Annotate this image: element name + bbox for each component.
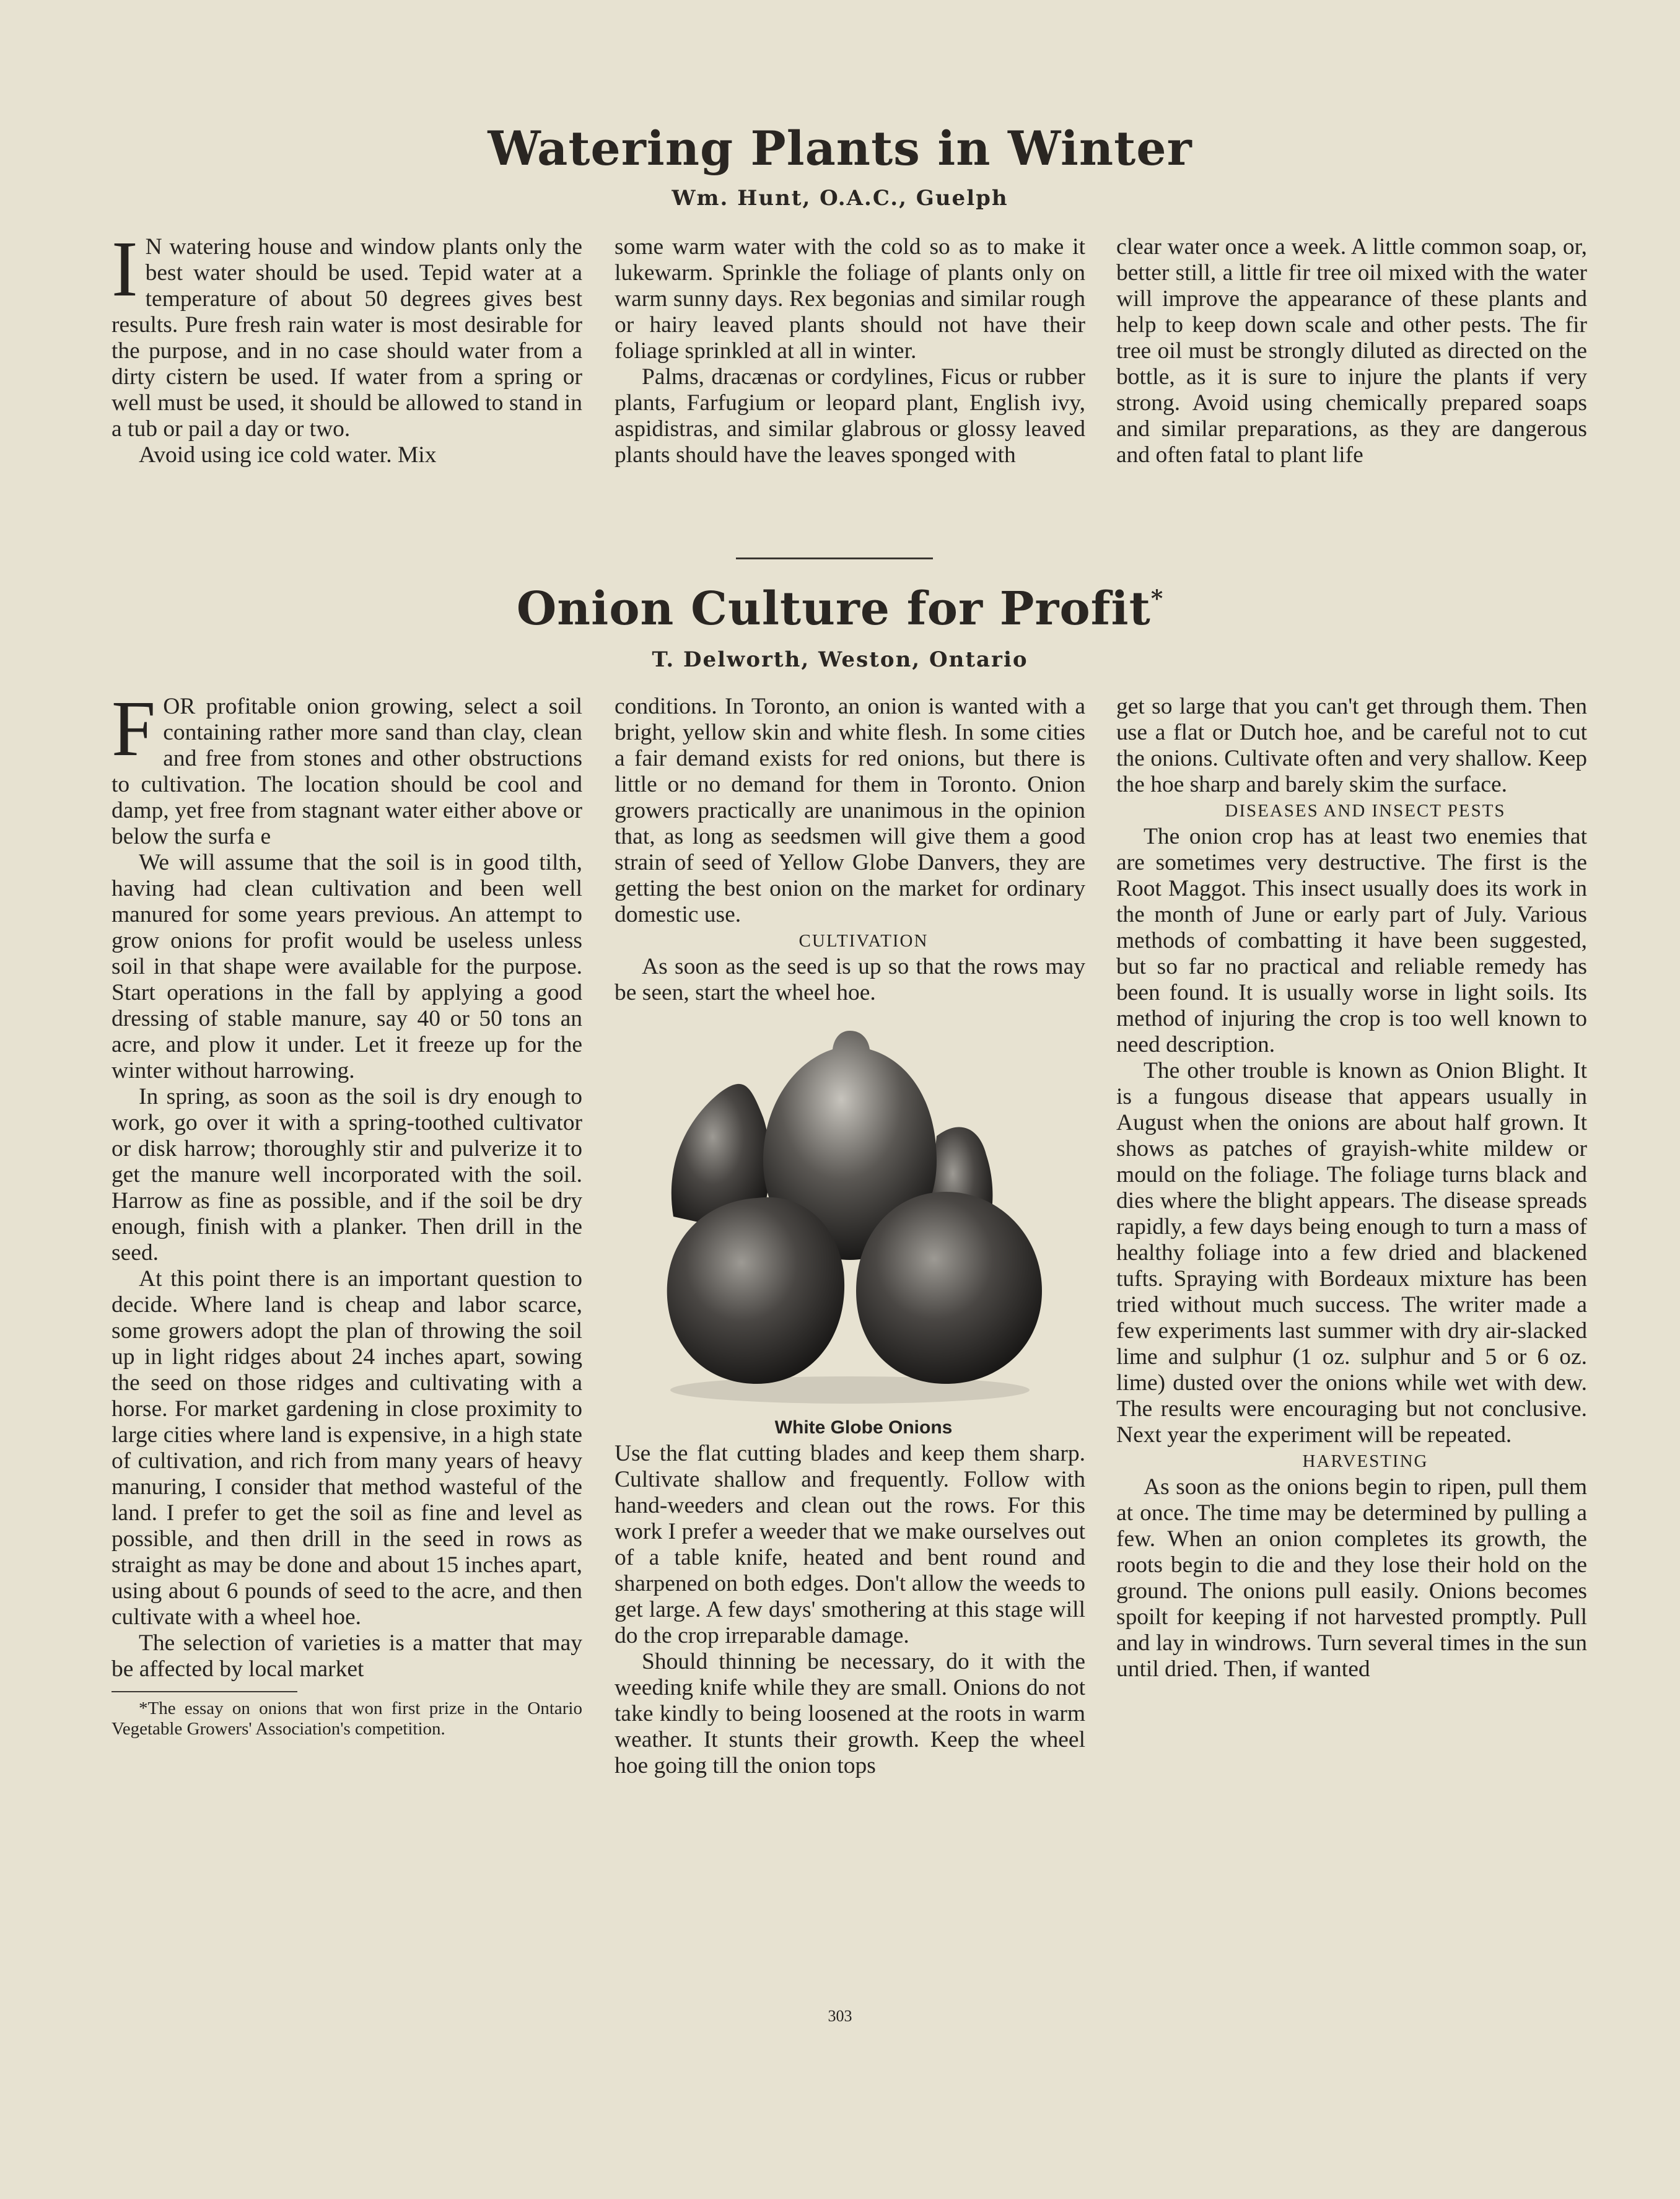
figure-caption: White Globe Onions	[774, 1417, 953, 1438]
onion-photo-image	[615, 1012, 1085, 1415]
watering-column-3	[1116, 234, 1587, 468]
watering-column-2	[615, 234, 1085, 468]
paragraph: I N watering house and window plants only the best water should be used. Tepid water at a temperature of about 50 degrees gives best results. Pure fresh rain water is most desirable for the purpose, and in no case should water from a dirty cistern be used. If water from a spring or well must be used, it should be allowed to stand in a tub or pail a day or two.	[112, 225, 582, 442]
paragraph: some warm water with the cold so as to make it lukewarm. Sprinkle the foliage of plants only on warm sunny days. Rex begonias and similar rough or hairy leaved plants should not have their foliage sprinkled at all in winter.	[615, 234, 1085, 364]
footnote: *The essay on onions that won first prize in the Ontario Vegetable Growers' Association's competition.	[112, 1698, 582, 1739]
section-heading-harvesting: HARVESTING	[1302, 1451, 1428, 1471]
section-heading-cultivation: CULTIVATION	[798, 931, 929, 951]
article-title-watering: Watering Plants in Winter	[488, 121, 1192, 176]
onion-column-1	[112, 684, 582, 1739]
paragraph: The onion crop has at least two enemies that are sometimes very destructive. The first is the Root Maggot. This insect usually does its work in the month of June or early part of July. Various methods of combatting it have been suggested, but so far no practical and reliable remedy has been found. It is usually worse in light soils. Its method of injuring the crop is too well known to need description.	[1116, 824, 1587, 1057]
paragraph: clear water once a week. A little common soap, or, better still, a little fir tree oil mixed with the water will improve the appearance of these plants and help to keep down scale and other pests. The fir tree oil must be strongly diluted as directed on the bottle, as it is sure to injure the plants if very strong. Avoid using chemically prepared soaps and similar preparations, as they are dangerous and often fatal to plant life	[1116, 234, 1587, 468]
article-byline-onion: T. Delworth, Weston, Ontario	[652, 647, 1028, 672]
onion-front-left	[667, 1197, 844, 1384]
watering-column-1	[112, 225, 582, 468]
article-byline-watering: Wm. Hunt, O.A.C., Guelph	[672, 186, 1008, 211]
paragraph: As soon as the seed is up so that the rows may be seen, start the wheel hoe.	[615, 954, 1085, 1005]
paragraph: Should thinning be necessary, do it with the weeding knife while they are small. Onions do not take kindly to being loosened at the roots in warm weather. It stunts their growth. Keep the wheel hoe going till the onion tops	[615, 1649, 1085, 1778]
paragraph: Palms, dracænas or cordylines, Ficus or rubber plants, Farfugium or leopard plant, English ivy, aspidistras, and similar glabrous or glossy leaved plants should have the leaves sponged with	[615, 364, 1085, 468]
paragraph: The other trouble is known as Onion Blight. It is a fungous disease that appears usually in August when the onions are about half grown. It shows as patches of grayish-white mildew or mould on the foliage. The foliage turns black and dies where the blight appears. The disease spreads rapidly, a few days being enough to turn a mass of healthy foliage into a few dried and blackened tufts. Spraying with Bordeaux mixture has been tried without much success. The writer made a few experiments last summer with dry air-slacked lime and sulphur (1 oz. sulphur and 5 or 6 oz. lime) dusted over the onions while wet with dew. The results were encouraging but not conclusive. Next year the experiment will be repeated.	[1116, 1058, 1587, 1448]
section-heading-diseases: DISEASES AND INSECT PESTS	[1225, 801, 1506, 821]
drop-cap: I	[112, 225, 138, 313]
onion-column-3	[1116, 694, 1587, 1682]
paragraph: get so large that you can't get through them. Then use a flat or Dutch hoe, and be careful not to cut the onions. Cultivate often and very shallow. Keep the hoe sharp and barely skim the surface.	[1116, 694, 1587, 797]
paragraph: As soon as the onions begin to ripen, pull them at once. The time may be determined by pulling a few. When an onion completes its growth, the roots begin to die and they lose their hold on the ground. The onions pull easily. Onions becomes spoilt for keeping if not harvested promptly. Pull and lay in windrows. Turn several times in the sun until dried. Then, if wanted	[1116, 1474, 1587, 1682]
onion-front-right	[856, 1192, 1042, 1384]
footnote-mark: *	[1150, 584, 1164, 612]
section-divider	[736, 557, 933, 559]
onion-photo	[615, 1012, 1085, 1415]
footnote-rule	[112, 1691, 297, 1692]
paragraph: In spring, as soon as the soil is dry enough to work, go over it with a spring-toothed cultivator or disk harrow; thoroughly stir and pulverize it to get the manure well incorporated with the soil. Harrow as fine as possible, and if the soil be dry enough, finish with a planker. Then drill in the seed.	[112, 1084, 582, 1266]
paragraph: Use the flat cutting blades and keep them sharp. Cultivate shallow and frequently. Follow with hand-weeders and clean out the rows. For this work I prefer a weeder that we make ourselves out of a table knife, heated and bent round and sharpened on both edges. Don't allow the weeds to get large. A few days' smothering at this stage will do the crop irreparable damage.	[615, 1441, 1085, 1648]
paragraph: At this point there is an important question to decide. Where land is cheap and labor scarce, some growers adopt the plan of throwing the soil up in light ridges about 24 inches apart, sowing the seed on those ridges and cultivating with a horse. For market gardening in close proximity to large cities where land is expensive, in a high state of cultivation, and rich from many years of heavy manuring, I consider that method wasteful of the land. I prefer to get the soil as fine and level as possible, and then drill in the seed in rows as straight as may be done and about 15 inches apart, using about 6 pounds of seed to the acre, and then cultivate with a wheel hoe.	[112, 1266, 582, 1630]
paragraph: The selection of varieties is a matter that may be affected by local market	[112, 1630, 582, 1682]
paragraph: FOR profitable onion growing, select a soil containing rather more sand than clay, clean and free from stones and other obstructions to cultivation. The location should be cool and damp, yet free from stagnant water either above or below the surfa e	[112, 684, 582, 849]
paragraph: Avoid using ice cold water. Mix	[139, 442, 437, 468]
article-title-onion: Onion Culture for Profit*	[516, 582, 1164, 636]
drop-cap: F	[112, 684, 156, 772]
onion-column-2	[615, 694, 1085, 1779]
paragraph: We will assume that the soil is in good tilth, having had clean cultivation and been well manured for some years previous. An attempt to grow onions for profit would be useless unless soil in that shape were available for the purpose. Start operations in the fall by applying a good dressing of stable manure, say 40 or 50 tons an acre, and plow it under. Let it freeze up for the winter without harrowing.	[112, 850, 582, 1083]
paragraph: conditions. In Toronto, an onion is wanted with a bright, yellow skin and white flesh. In some cities a fair demand exists for red onions, but there is little or no demand for them in Toronto. Onion growers practically are unanimous in the opinion that, as long as seedsmen will give them a good strain of seed of Yellow Globe Danvers, they are getting the best onion on the market for ordinary domestic use.	[615, 694, 1085, 927]
page-number: 303	[828, 2007, 852, 2025]
shadow-shape	[670, 1376, 1030, 1404]
